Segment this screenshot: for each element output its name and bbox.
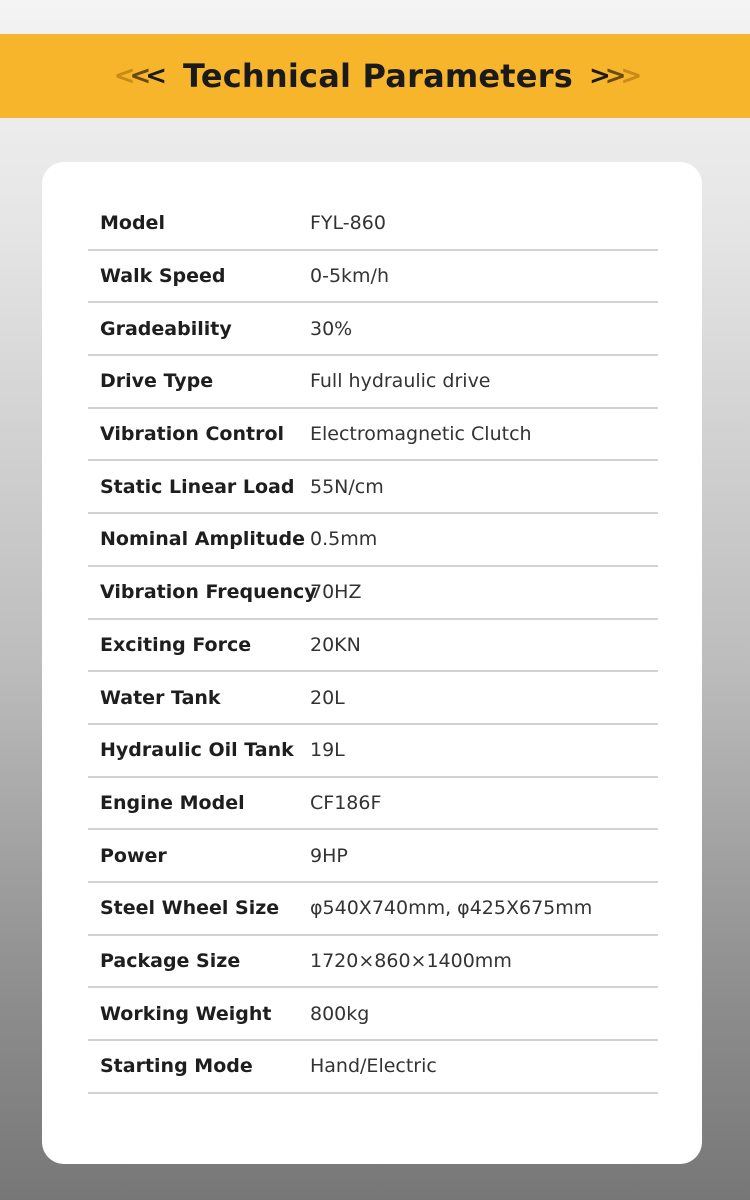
row-label: Package Size (100, 949, 241, 972)
row-value: 30% (310, 317, 353, 340)
table-row (88, 830, 658, 883)
table-row (88, 988, 658, 1041)
row-label: Nominal Amplitude (100, 528, 305, 551)
row-value: Electromagnetic Clutch (310, 423, 532, 446)
table-row (88, 461, 658, 514)
row-value: 9HP (310, 844, 348, 867)
chevron-left-icon: < < < (113, 61, 162, 91)
row-label: Static Linear Load (100, 475, 295, 498)
row-label: Drive Type (100, 370, 214, 393)
row-label: Vibration Control (100, 423, 285, 446)
row-label: Exciting Force (100, 633, 252, 656)
row-label: Starting Mode (100, 1055, 253, 1078)
row-value: 800kg (310, 1002, 370, 1025)
table-row (88, 725, 658, 778)
row-value: 1720×860×1400mm (310, 949, 512, 972)
row-value: 20L (310, 686, 345, 709)
row-value: φ540X740mm, φ425X675mm (310, 897, 593, 920)
parameters-card (42, 162, 702, 1164)
row-value: Full hydraulic drive (310, 370, 491, 393)
row-label: Gradeability (100, 317, 232, 340)
row-label: Steel Wheel Size (100, 897, 280, 920)
row-value: CF186F (310, 791, 382, 814)
table-row (88, 883, 658, 936)
row-label: Vibration Frequency (100, 581, 317, 604)
table-row (88, 198, 658, 251)
row-value: 20KN (310, 633, 361, 656)
row-value: 55N/cm (310, 475, 384, 498)
table-row (88, 409, 658, 462)
row-label: Water Tank (100, 686, 221, 709)
row-label: Hydraulic Oil Tank (100, 739, 294, 762)
table-row (88, 514, 658, 567)
parameters-table (88, 198, 658, 1094)
table-row (88, 672, 658, 725)
row-label: Model (100, 212, 165, 235)
chevron-right-icon: > > > (588, 61, 637, 91)
header-banner (0, 34, 750, 118)
row-value: 19L (310, 739, 345, 762)
table-row (88, 1041, 658, 1094)
table-row (88, 567, 658, 620)
page-title: Technical Parameters (183, 57, 573, 95)
table-row (88, 620, 658, 673)
row-value: Hand/Electric (310, 1055, 437, 1078)
table-row (88, 356, 658, 409)
row-label: Engine Model (100, 791, 245, 814)
row-value: FYL-860 (310, 212, 386, 235)
row-value: 0.5mm (310, 528, 378, 551)
table-row (88, 778, 658, 831)
row-value: 0-5km/h (310, 265, 389, 288)
table-row (88, 936, 658, 989)
header-title-group (114, 57, 637, 95)
row-label: Power (100, 844, 167, 867)
row-value: 70HZ (310, 581, 362, 604)
row-label: Working Weight (100, 1002, 272, 1025)
row-label: Walk Speed (100, 265, 226, 288)
table-row (88, 251, 658, 304)
table-row (88, 303, 658, 356)
